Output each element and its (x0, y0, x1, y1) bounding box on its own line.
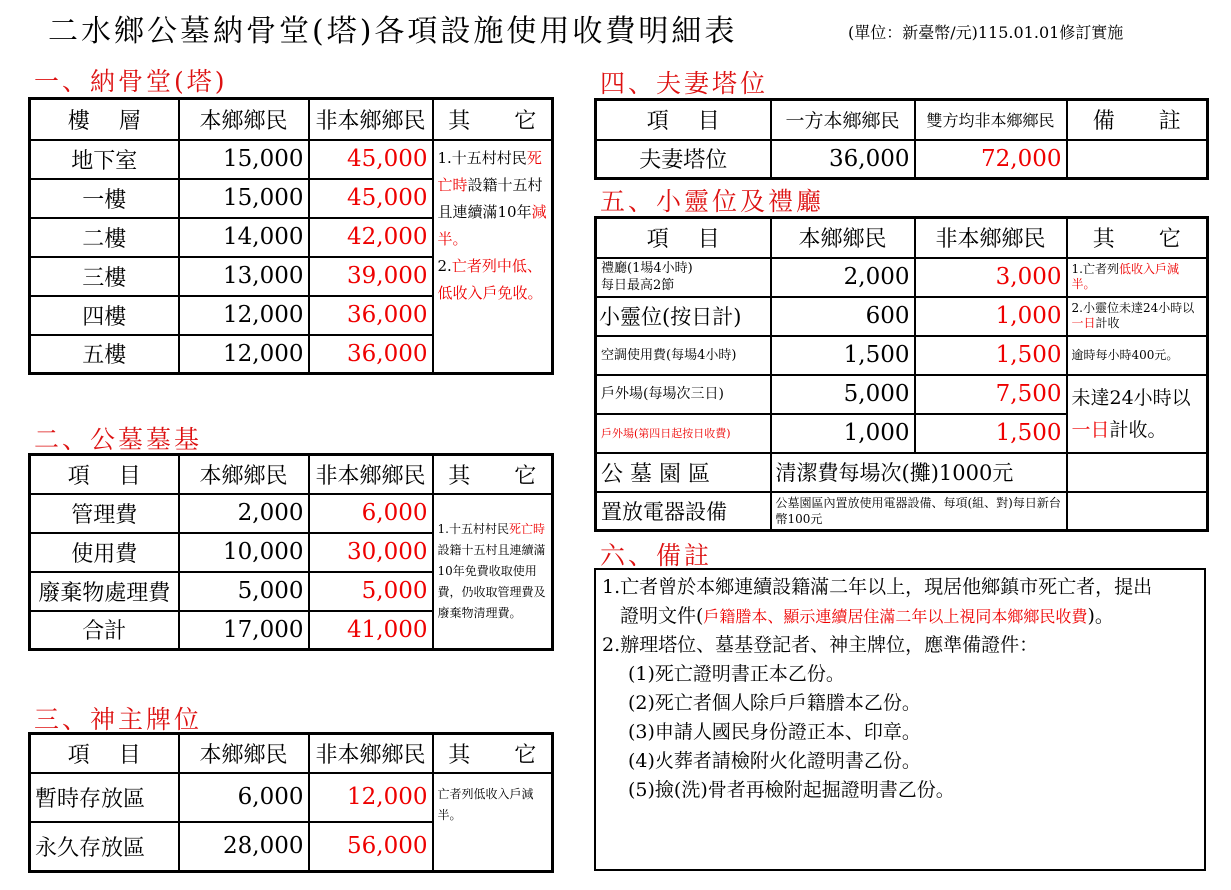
nonresident-fee: 1,500 (915, 336, 1067, 375)
resident-fee: 5,000 (179, 572, 309, 611)
resident-fee: 15,000 (179, 140, 309, 179)
couple-table (594, 98, 1209, 180)
nonresident-fee: 1,000 (915, 297, 1067, 336)
remark-cell (1067, 140, 1208, 179)
cemetery-table (28, 453, 554, 651)
nonresident-fee: 12,000 (309, 773, 433, 822)
row-label: 使用費 (30, 533, 179, 572)
nonresident-total: 41,000 (309, 611, 433, 650)
row-label: 廢棄物處理費 (30, 572, 179, 611)
electric-fee-text: 公墓園區內置放使用電器設備、每項(組、對)每日新台幣100元 (771, 492, 1067, 531)
header-item: 項 目 (30, 455, 179, 494)
header-nonresident: 非本鄉鄉民 (309, 734, 433, 773)
header-other: 其 它 (1067, 218, 1208, 258)
resident-fee: 1,500 (771, 336, 915, 375)
header-both-nonresident: 雙方均非本鄉鄉民 (915, 100, 1067, 140)
header-resident: 本鄉鄉民 (179, 99, 309, 140)
note-cell: 未達24小時以 一日計收。 (1067, 375, 1208, 453)
header-resident: 本鄉鄉民 (179, 734, 309, 773)
row-label: 永久存放區 (30, 822, 179, 872)
row-label: 空調使用費(每場4小時) (596, 336, 771, 375)
electric-equipment-label: 置放電器設備 (596, 492, 771, 531)
unit-note: (單位：新臺幣/元)115.01.01修訂實施 (848, 23, 1124, 42)
row-label-total: 合計 (30, 611, 179, 650)
row-label: 禮廳(1場4小時) 每日最高2節 (596, 258, 771, 297)
remarks-box (594, 568, 1206, 871)
remark-item: (4)火葬者請檢附火化證明書乙份。 (628, 750, 921, 772)
tablet-note: 亡者列低收入戶減半。 (433, 773, 553, 872)
cemetery-park-label: 公 墓 園 區 (596, 453, 771, 492)
nonresident-fee: 36,000 (309, 335, 433, 374)
tablet-table (28, 732, 554, 873)
header-resident: 本鄉鄉民 (771, 218, 915, 258)
note-cell: 2.小靈位未達24小時以一日計收 (1067, 297, 1208, 336)
nonresident-fee: 7,500 (915, 375, 1067, 414)
header-nonresident: 非本鄉鄉民 (309, 99, 433, 140)
nonresident-fee: 30,000 (309, 533, 433, 572)
header-other: 其 它 (433, 99, 553, 140)
section-title-remarks: 六、備註 (600, 541, 713, 570)
row-label: 三樓 (30, 257, 179, 296)
resident-fee: 2,000 (179, 494, 309, 533)
header-nonresident: 非本鄉鄉民 (309, 455, 433, 494)
remark-item: (1)死亡證明書正本乙份。 (628, 663, 845, 685)
resident-fee: 600 (771, 297, 915, 336)
header-item: 項 目 (596, 218, 771, 258)
section-title-spirit-hall: 五、小靈位及禮廳 (600, 187, 825, 216)
remark-item: (2)死亡者個人除戶戶籍謄本乙份。 (628, 692, 921, 714)
nonresident-fee: 45,000 (309, 140, 433, 179)
row-label: 四樓 (30, 296, 179, 335)
header-floor: 樓 層 (30, 99, 179, 140)
cleaning-fee-text: 清潔費每場次(攤)1000元 (771, 453, 1067, 492)
section-title-couple: 四、夫妻塔位 (600, 69, 769, 98)
header-one-resident: 一方本鄉鄉民 (771, 100, 915, 140)
remark-line-1: 1.亡者曾於本鄉連續設籍滿二年以上，現居他鄉鎮市死亡者，提出 (602, 576, 1153, 598)
resident-fee: 36,000 (771, 140, 915, 179)
header-remark: 備 註 (1067, 100, 1208, 140)
empty-cell (1067, 492, 1208, 531)
resident-fee: 2,000 (771, 258, 915, 297)
remark-item: (3)申請人國民身份證正本、印章。 (628, 721, 921, 743)
empty-cell (1067, 453, 1208, 492)
resident-total: 17,000 (179, 611, 309, 650)
row-label: 暫時存放區 (30, 773, 179, 822)
section-title-tablet: 三、神主牌位 (34, 705, 203, 734)
row-label: 五樓 (30, 335, 179, 374)
resident-fee: 28,000 (179, 822, 309, 872)
section-title-cemetery: 二、公墓墓基 (34, 425, 203, 454)
section-title-columbarium: 一、納骨堂(塔) (34, 67, 228, 96)
page-title: 二水鄉公墓納骨堂(塔)各項設施使用收費明細表 (48, 14, 738, 49)
nonresident-fee: 39,000 (309, 257, 433, 296)
nonresident-fee: 45,000 (309, 179, 433, 218)
header-item: 項 目 (596, 100, 771, 140)
resident-fee: 14,000 (179, 218, 309, 257)
row-label: 小靈位(按日計) (596, 297, 771, 336)
resident-fee: 1,000 (771, 414, 915, 453)
header-item: 項 目 (30, 734, 179, 773)
header-nonresident: 非本鄉鄉民 (915, 218, 1067, 258)
remark-item: (5)撿(洗)骨者再檢附起掘證明書乙份。 (628, 779, 955, 801)
remark-line-3: 2.辦理塔位、墓基登記者、神主牌位，應準備證件： (602, 634, 1039, 656)
note-cell: 1.亡者列低收入戶減半。 (1067, 258, 1208, 297)
columbarium-note: 1.十五村村民死亡時設籍十五村且連續滿10年減半。 2.亡者列中低、低收入戶免收。 (433, 140, 553, 374)
nonresident-fee: 42,000 (309, 218, 433, 257)
nonresident-fee: 1,500 (915, 414, 1067, 453)
header-other: 其 它 (433, 455, 553, 494)
nonresident-fee: 36,000 (309, 296, 433, 335)
header-resident: 本鄉鄉民 (179, 455, 309, 494)
nonresident-fee: 72,000 (915, 140, 1067, 179)
remark-line-2: 證明文件(戶籍謄本、顯示連續居住滿二年以上視同本鄉鄉民收費)。 (620, 605, 1114, 627)
row-label: 戶外場(第四日起按日收費) (596, 414, 771, 453)
nonresident-fee: 3,000 (915, 258, 1067, 297)
nonresident-fee: 56,000 (309, 822, 433, 872)
columbarium-table (28, 97, 554, 375)
resident-fee: 6,000 (179, 773, 309, 822)
resident-fee: 12,000 (179, 335, 309, 374)
note-cell: 逾時每小時400元。 (1067, 336, 1208, 375)
nonresident-fee: 6,000 (309, 494, 433, 533)
nonresident-fee: 5,000 (309, 572, 433, 611)
row-label: 管理費 (30, 494, 179, 533)
row-label: 二樓 (30, 218, 179, 257)
row-label: 夫妻塔位 (596, 140, 771, 179)
row-label: 一樓 (30, 179, 179, 218)
resident-fee: 5,000 (771, 375, 915, 414)
row-label: 地下室 (30, 140, 179, 179)
spirit-hall-table (594, 216, 1209, 532)
row-label: 戶外場(每場次三日) (596, 375, 771, 414)
resident-fee: 12,000 (179, 296, 309, 335)
resident-fee: 13,000 (179, 257, 309, 296)
header-other: 其 它 (433, 734, 553, 773)
resident-fee: 10,000 (179, 533, 309, 572)
resident-fee: 15,000 (179, 179, 309, 218)
cemetery-note: 1.十五村村民死亡時設籍十五村且連續滿10年免費收取使用費，仍收取管理費及廢棄物清理費。 (433, 494, 553, 650)
